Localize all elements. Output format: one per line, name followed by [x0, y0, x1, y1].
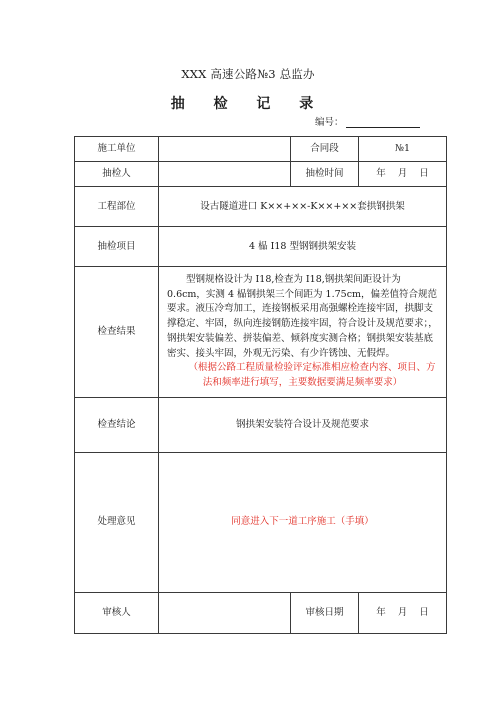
- construction-unit-value[interactable]: [159, 137, 291, 162]
- table-row: [75, 162, 447, 187]
- inspection-time-label: 抽检时间: [291, 162, 359, 187]
- inspection-item-value[interactable]: 4 榀 I18 型钢钢拱架安装: [159, 227, 447, 267]
- contract-section-label: 合同段: [291, 137, 359, 162]
- conclusion-value[interactable]: 钢拱架安装符合设计及规范要求: [159, 397, 447, 452]
- inspection-item-label: 抽检项目: [75, 227, 159, 267]
- project-part-label: 工程部位: [75, 187, 159, 227]
- inspection-record-table: [74, 136, 447, 634]
- date-year: 年: [376, 168, 386, 180]
- contract-section-value[interactable]: №1: [359, 137, 447, 162]
- inspection-time-value[interactable]: [359, 162, 447, 187]
- review-day: 日: [419, 606, 429, 618]
- table-row: [75, 137, 447, 162]
- result-label: 检查结果: [75, 267, 159, 398]
- organization-name: XXX 高速公路№3 总监办: [181, 67, 315, 81]
- reviewer-value[interactable]: [159, 592, 291, 633]
- date-day: 日: [419, 168, 429, 180]
- result-text: 型钢规格设计为 I18,检查为 I18,钢拱架间距设计为 0.6cm，实测 4 榀钢拱架三个间距为 1.75cm，偏差值符合规范要求。液压冷弯加工，连接钢板采用高强螺栓连接牢固，拱脚支撑稳定、牢固，纵向连接钢筋连接牢固，符合设计及规范要求；，钢拱架安装偏差、拼装偏差、倾斜度实测合格；钢拱架安装基底密实、接头牢固，外观无污染、有少许锈蚀、无假焊。: [167, 274, 438, 359]
- document-number-label: 编号：: [315, 117, 344, 128]
- reviewer-label: 审核人: [75, 592, 159, 633]
- table-row: [75, 452, 447, 592]
- table-row: [75, 397, 447, 452]
- review-month: 月: [397, 606, 408, 618]
- table-row: [75, 187, 447, 227]
- construction-unit-label: 施工单位: [75, 137, 159, 162]
- table-row: [75, 227, 447, 267]
- review-date-label: 审核日期: [291, 592, 359, 633]
- date-month: 月: [397, 168, 408, 180]
- opinion-value[interactable]: 同意进入下一道工序施工（手填）: [159, 452, 447, 592]
- inspector-value[interactable]: [159, 162, 291, 187]
- document-number-field[interactable]: [346, 117, 420, 128]
- inspector-label: 抽检人: [75, 162, 159, 187]
- review-date-value[interactable]: [359, 592, 447, 633]
- conclusion-label: 检查结论: [75, 397, 159, 452]
- table-row: [75, 267, 447, 398]
- table-row: [75, 592, 447, 633]
- opinion-label: 处理意见: [75, 452, 159, 592]
- document-title: 抽 检 记 录: [170, 96, 326, 112]
- result-note: （根据公路工程质量检验评定标准相应检查内容、项目、方法和频率进行填写，主要数据要满足频率要求）: [188, 362, 436, 389]
- result-content[interactable]: [159, 267, 447, 398]
- review-year: 年: [376, 606, 386, 618]
- project-part-value[interactable]: 设古隧道进口 K××+××-K××+××套拱钢拱架: [159, 187, 447, 227]
- document-number: [315, 114, 420, 128]
